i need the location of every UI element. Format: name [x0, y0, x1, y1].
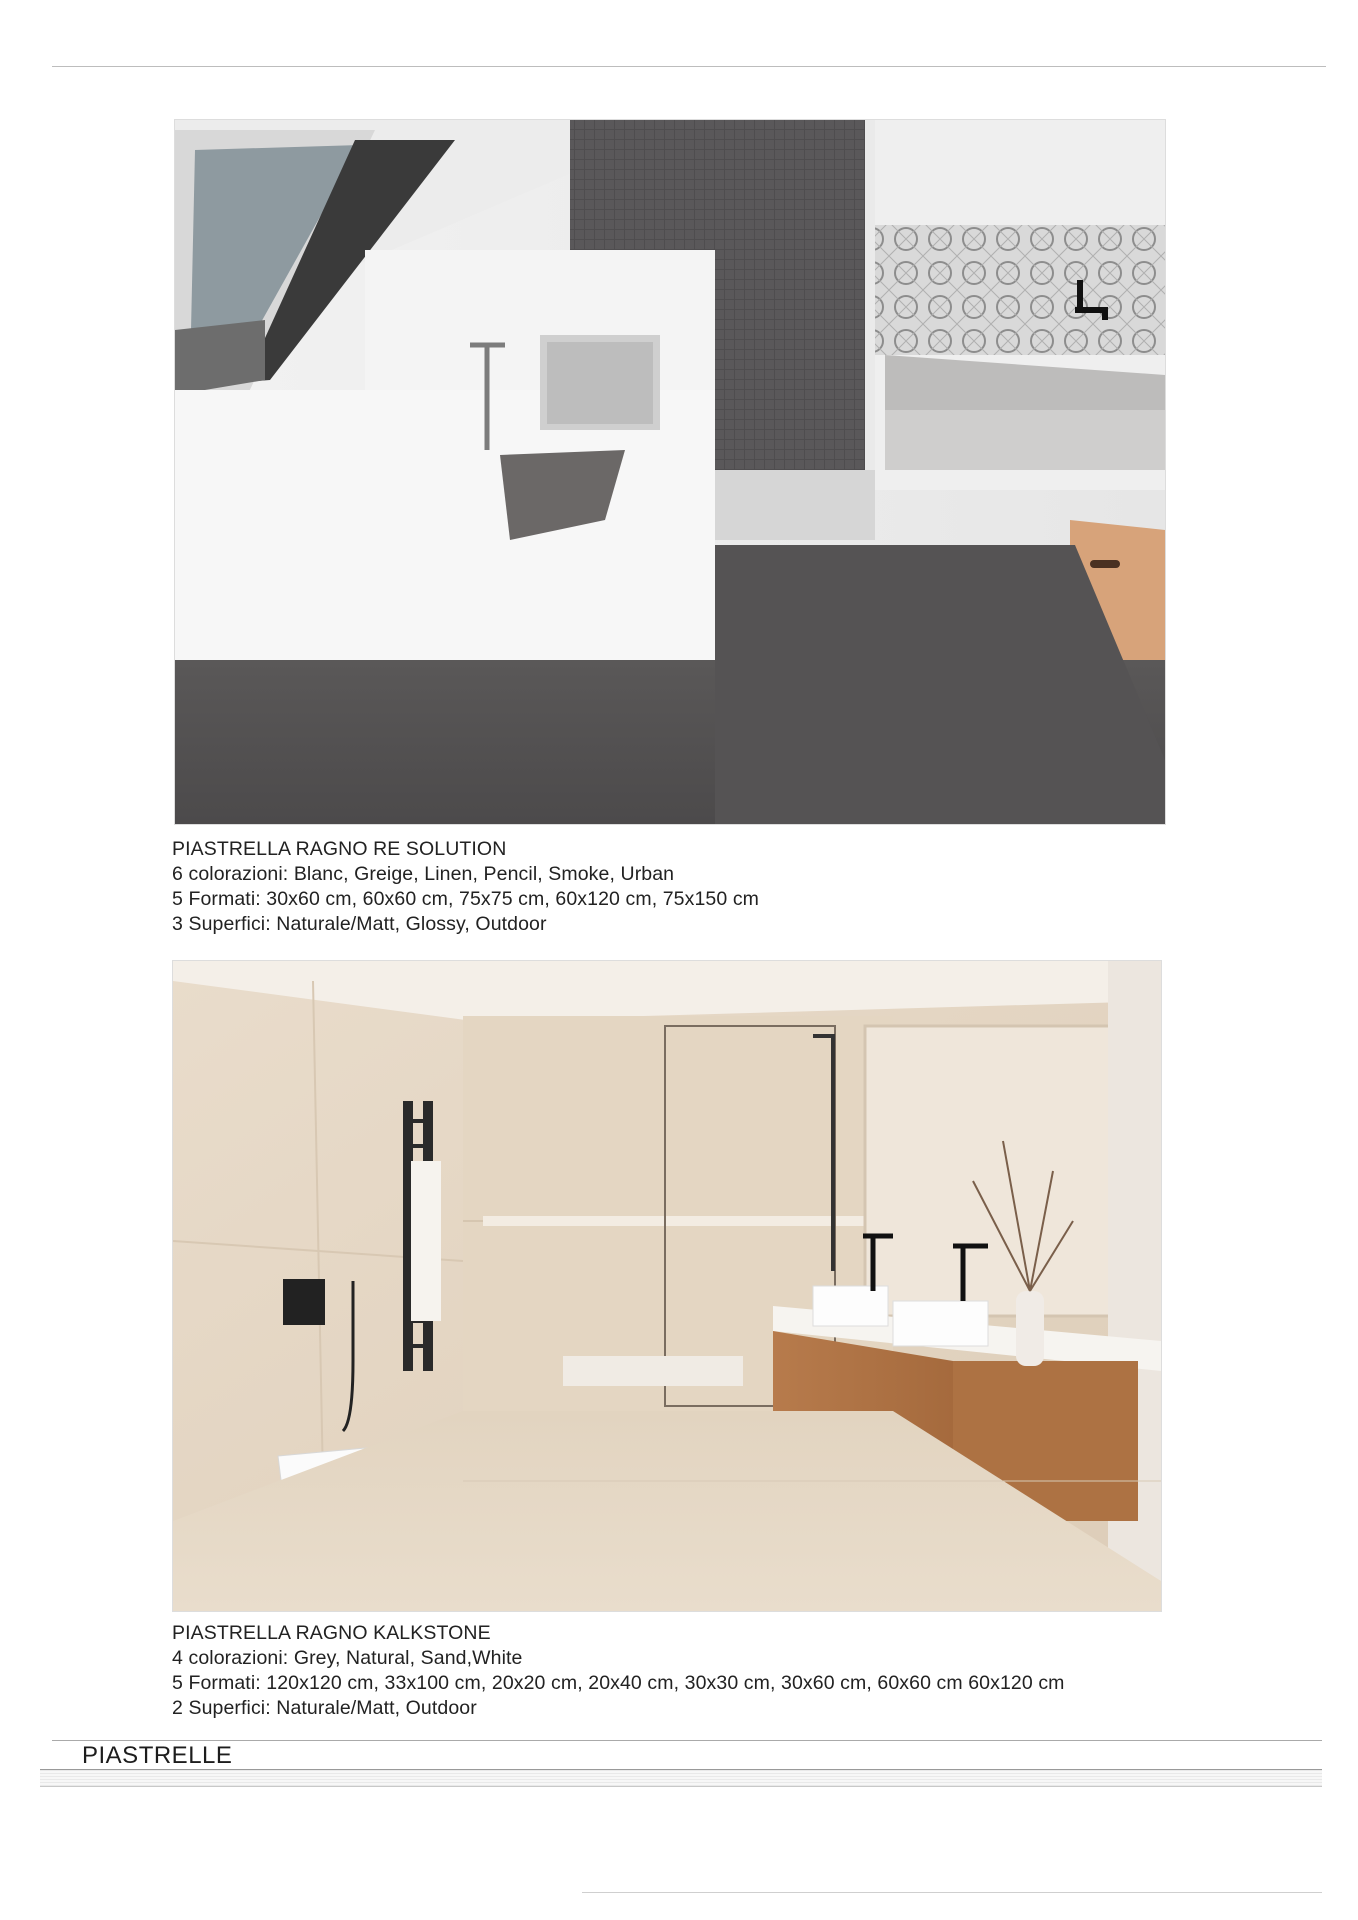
product-title: PIASTRELLA RAGNO RE SOLUTION — [172, 838, 507, 860]
section-label: PIASTRELLE — [82, 1742, 233, 1769]
bathroom-illustration-beige — [173, 961, 1161, 1611]
product-caption-re-solution — [172, 837, 759, 937]
product-colors: 4 colorazioni: Grey, Natural, Sand,White — [172, 1647, 523, 1669]
bottom-rule — [582, 1892, 1322, 1893]
product-formats: 5 Formati: 120x120 cm, 33x100 cm, 20x20 cm, 20x40 cm, 30x30 cm, 30x60 cm, 60x60 cm 60x120 cm — [172, 1672, 1065, 1694]
section-rule — [52, 1740, 1322, 1741]
product-surfaces: 2 Superfici: Naturale/Matt, Outdoor — [172, 1697, 477, 1719]
product-formats: 5 Formati: 30x60 cm, 60x60 cm, 75x75 cm, 60x120 cm, 75x150 cm — [172, 888, 760, 910]
footer-band — [40, 1769, 1322, 1787]
bathroom-illustration-grey — [175, 120, 1165, 824]
product-colors: 6 colorazioni: Blanc, Greige, Linen, Pencil, Smoke, Urban — [172, 863, 675, 885]
top-rule — [52, 66, 1326, 67]
product-photo-kalkstone — [172, 960, 1162, 1612]
product-surfaces: 3 Superfici: Naturale/Matt, Glossy, Outdoor — [172, 913, 547, 935]
product-caption-kalkstone — [172, 1621, 1065, 1721]
product-title: PIASTRELLA RAGNO KALKSTONE — [172, 1622, 491, 1644]
product-photo-re-solution — [174, 119, 1166, 825]
